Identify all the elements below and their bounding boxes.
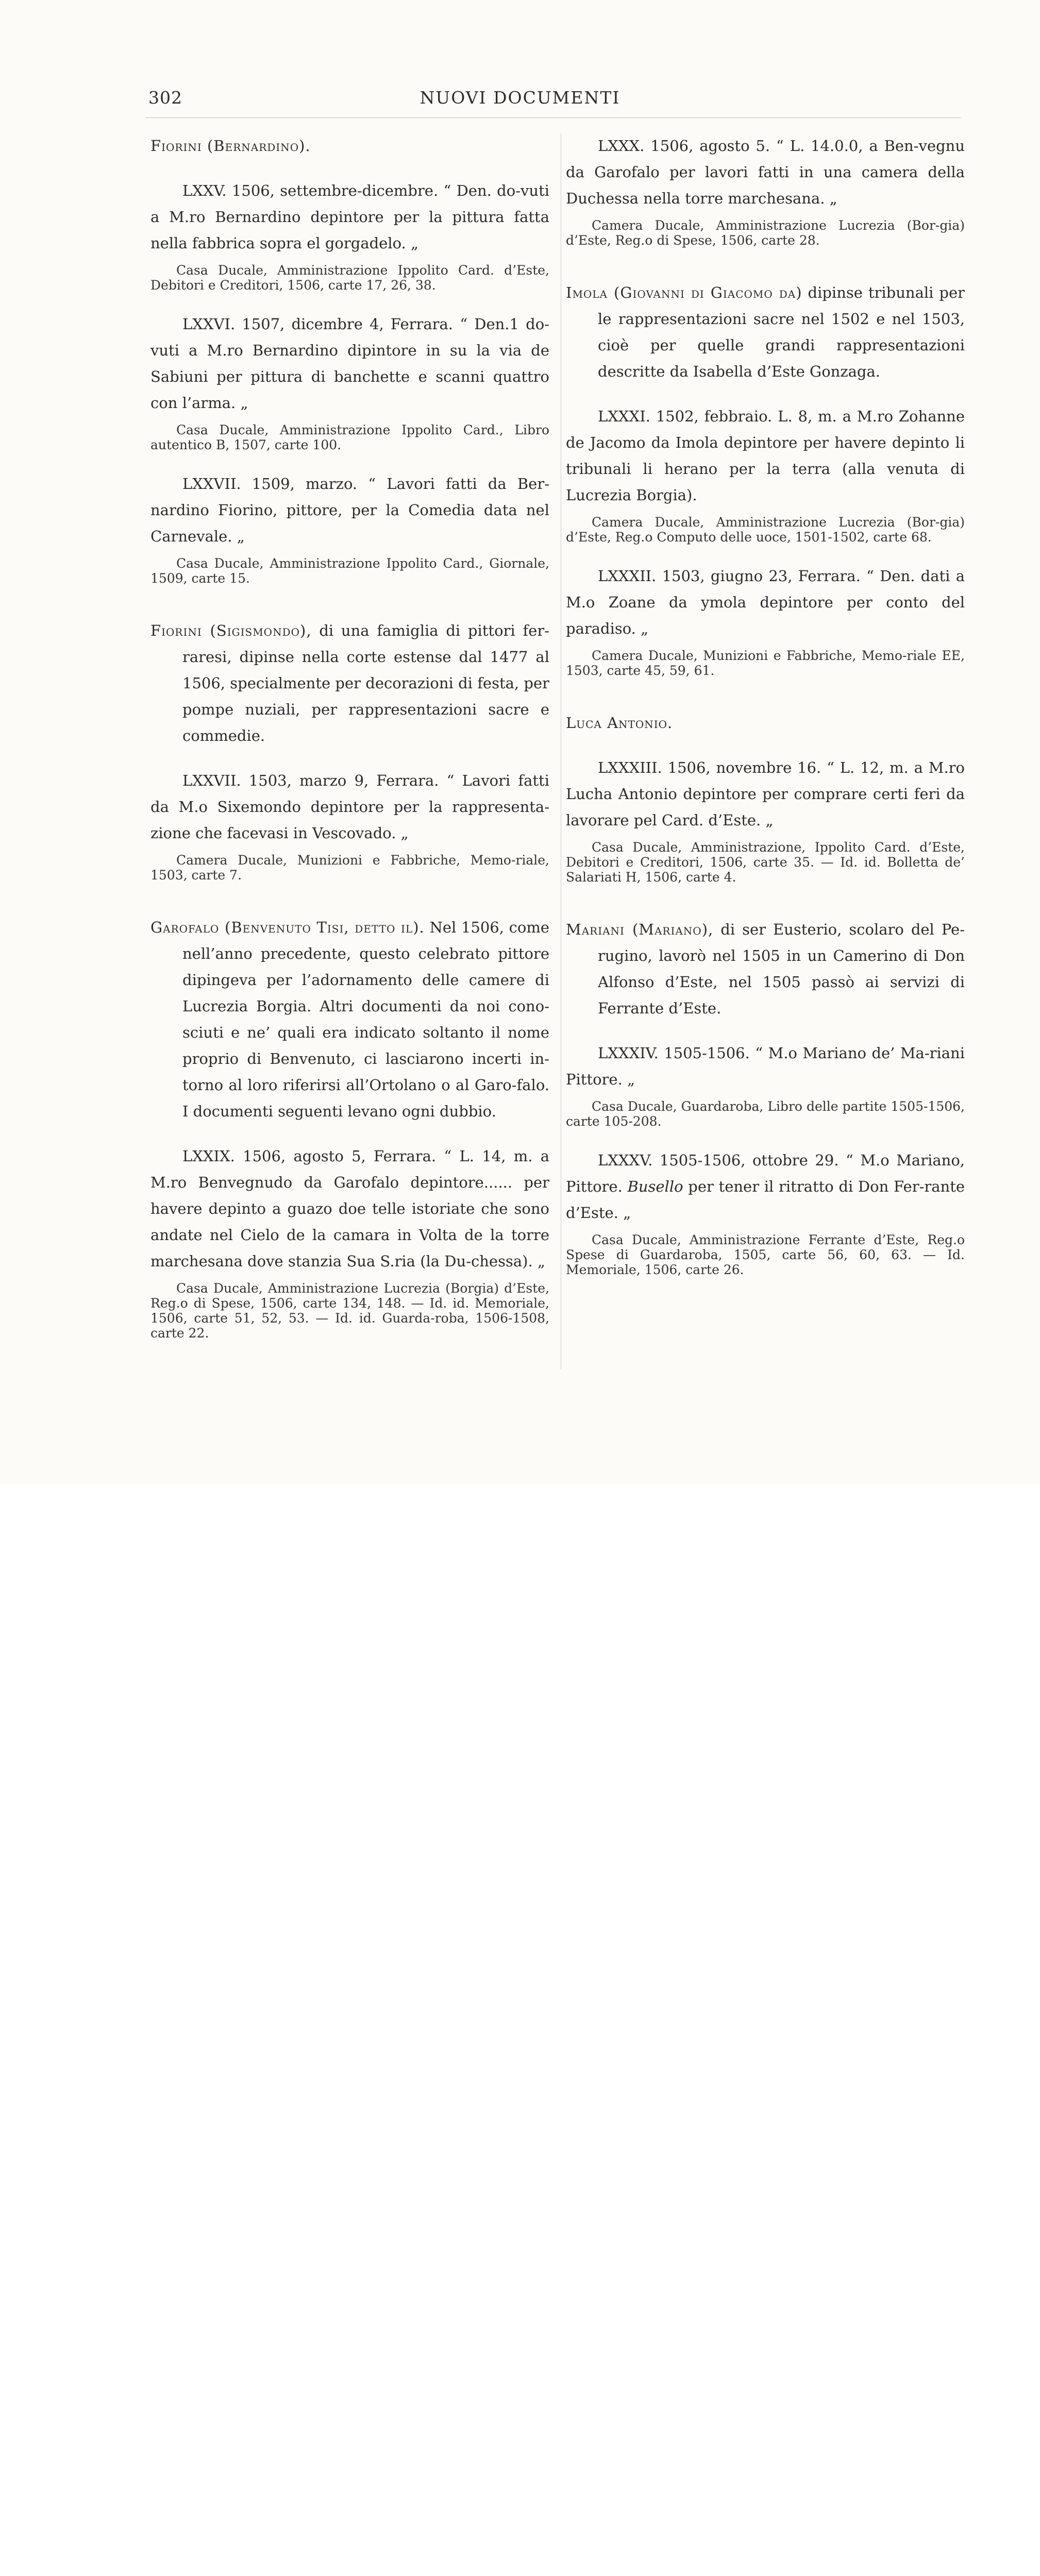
document-entry-lxxxii: LXXXII. 1503, giugno 23, Ferrara. “ Den. dati a M.o Zoane da ymola depintore per conto del paradiso. „	[566, 567, 965, 637]
artist-heading-fiorini-sigismondo: Fiorini (Sigismondo), di una famiglia di pittori fer-raresi, dipinse nella corte estense dal 1477 al 1506, specialmente per decorazioni di festa, per pompe nuziali, per rappresentazioni sacre e commedie.	[150, 622, 549, 744]
document-entry-lxxxiv: LXXXIV. 1505-1506. “ M.o Mariano de’ Ma-riani Pittore. „	[566, 1044, 965, 1088]
artist-heading-luca-antonio: Luca Antonio.	[566, 714, 673, 732]
document-entry-lxxx: LXXX. 1506, agosto 5. “ L. 14.0.0, a Ben-vegnu da Garofalo per lavori fatti in una camera della Duchessa nella torre marchesana. „	[566, 137, 965, 207]
document-entry-lxxvi: LXXVI. 1507, dicembre 4, Ferrara. “ Den.1 do-vuti a M.ro Bernardino dipintore in su la via de Sabiuni per pittura di banchette e scanni quattro con l’arma. „	[150, 315, 549, 412]
source-citation: Casa Ducale, Amministrazione Ippolito Card. d’Este, Debitori e Creditori, 1506, carte 17, 26, 38.	[150, 263, 549, 293]
source-citation: Casa Ducale, Amministrazione Lucrezia (Borgia) d’Este, Reg.o di Spese, 1506, carte 134, 148. — Id. id. Memoriale, 1506, carte 51, 52, 53. — Id. id. Guarda-roba, 1506-1508, carte 22.	[150, 1281, 549, 1341]
viewer-footer	[0, 1484, 1040, 1634]
source-citation: Camera Ducale, Amministrazione Lucrezia (Bor-gia) d’Este, Reg.o Computo delle uoce, 1501-1502, carte 68.	[566, 515, 965, 545]
page-number: 302	[148, 88, 182, 108]
artist-heading-fiorini-bernardino: Fiorini (Bernardino).	[150, 137, 311, 155]
artist-heading-imola: Imola (Giovanni di Giacomo da) dipinse tribunali per le rappresentazioni sacre nel 1502 e nel 1503, cioè per quelle grandi rappresentazioni descritte da Isabella d’Este Gonzaga.	[566, 284, 965, 380]
source-citation: Casa Ducale, Guardaroba, Libro delle partite 1505-1506, carte 105-208.	[566, 1099, 965, 1129]
artist-heading-garofalo: Garofalo (Benvenuto Tisi, detto il). Nel 1506, come nell’anno precedente, questo celebrato pittore dipingeva per l’adornamento delle camere di Lucrezia Borgia. Altri documenti da noi cono-sciuti e ne’ quali era indicato soltanto il nome proprio di Benvenuto, ci lasciarono incerti in-torno al loro riferirsi all’Ortolano o al Garo-falo. I documenti seguenti levano ogni dubbio.	[150, 919, 550, 1120]
source-citation: Casa Ducale, Amministrazione Ferrante d’Este, Reg.o Spese di Guardaroba, 1505, carte 56, 60, 63. — Id. Memoriale, 1506, carte 26.	[566, 1232, 965, 1277]
document-entry-lxxxi: LXXXI. 1502, febbraio. L. 8, m. a M.ro Zohanne de Jacomo da Imola depintore per havere depinto li tribunali li herano per la terra (alla venuta di Lucrezia Borgia).	[566, 408, 965, 504]
header-rule	[145, 117, 961, 118]
document-entry-lxxix: LXXIX. 1506, agosto 5, Ferrara. “ L. 14, m. a M.ro Benvegnudo da Garofalo depintore...... per havere depinto a guazo doe telle istoriate che sono andate nel Cielo de la camara in Volta de la torre marchesana dove stanzia Sua S.ria (la Du-chessa). „	[150, 1147, 549, 1270]
source-citation: Camera Ducale, Amministrazione Lucrezia (Bor-gia) d’Este, Reg.o di Spese, 1506, carte 28.	[566, 218, 965, 248]
source-citation: Casa Ducale, Amministrazione, Ippolito Card. d’Este, Debitori e Creditori, 1506, carte 35. — Id. id. Bolletta de’ Salariati H, 1506, carte 4.	[566, 840, 965, 885]
source-citation: Casa Ducale, Amministrazione Ippolito Card., Giornale, 1509, carte 15.	[150, 556, 549, 586]
source-citation: Camera Ducale, Munizioni e Fabbriche, Memo-riale, 1503, carte 7.	[150, 853, 549, 883]
document-entry-lxxv: LXXV. 1506, settembre-dicembre. “ Den. do-vuti a M.ro Bernardino depintore per la pittura fatta nella fabbrica sopra el gorgadelo. „	[150, 182, 549, 252]
document-entry-lxxvii-b: LXXVII. 1503, marzo 9, Ferrara. “ Lavori fatti da M.o Sixemondo depintore per la rappresenta-zione che facevasi in Vescovado. „	[150, 772, 549, 842]
document-entry-lxxxiii: LXXXIII. 1506, novembre 16. “ L. 12, m. a M.ro Lucha Antonio depintore per comprare certi feri da lavorare pel Card. d’Este. „	[566, 759, 965, 829]
right-column	[566, 133, 965, 1277]
source-citation: Casa Ducale, Amministrazione Ippolito Card., Libro autentico B, 1507, carte 100.	[150, 422, 549, 452]
source-citation: Camera Ducale, Munizioni e Fabbriche, Memo-riale EE, 1503, carte 45, 59, 61.	[566, 648, 965, 678]
artist-heading-mariani: Mariani (Mariano), di ser Eusterio, scolaro del Pe-rugino, lavorò nel 1505 in un Camerino di Don Alfonso d’Este, nel 1505 passò ai servizi di Ferrante d’Este.	[566, 921, 965, 1017]
running-title: NUOVI DOCUMENTI	[420, 88, 620, 108]
document-entry-lxxxv: LXXXV. 1505-1506, ottobre 29. “ M.o Mariano, Pittore. Busello per tener il ritratto di Don Fer-rante d’Este. „	[566, 1151, 965, 1222]
document-entry-lxxvii: LXXVII. 1509, marzo. “ Lavori fatti da Ber-nardino Fiorino, pittore, per la Comedia data nel Carnevale. „	[150, 475, 549, 545]
left-column	[150, 133, 549, 1341]
